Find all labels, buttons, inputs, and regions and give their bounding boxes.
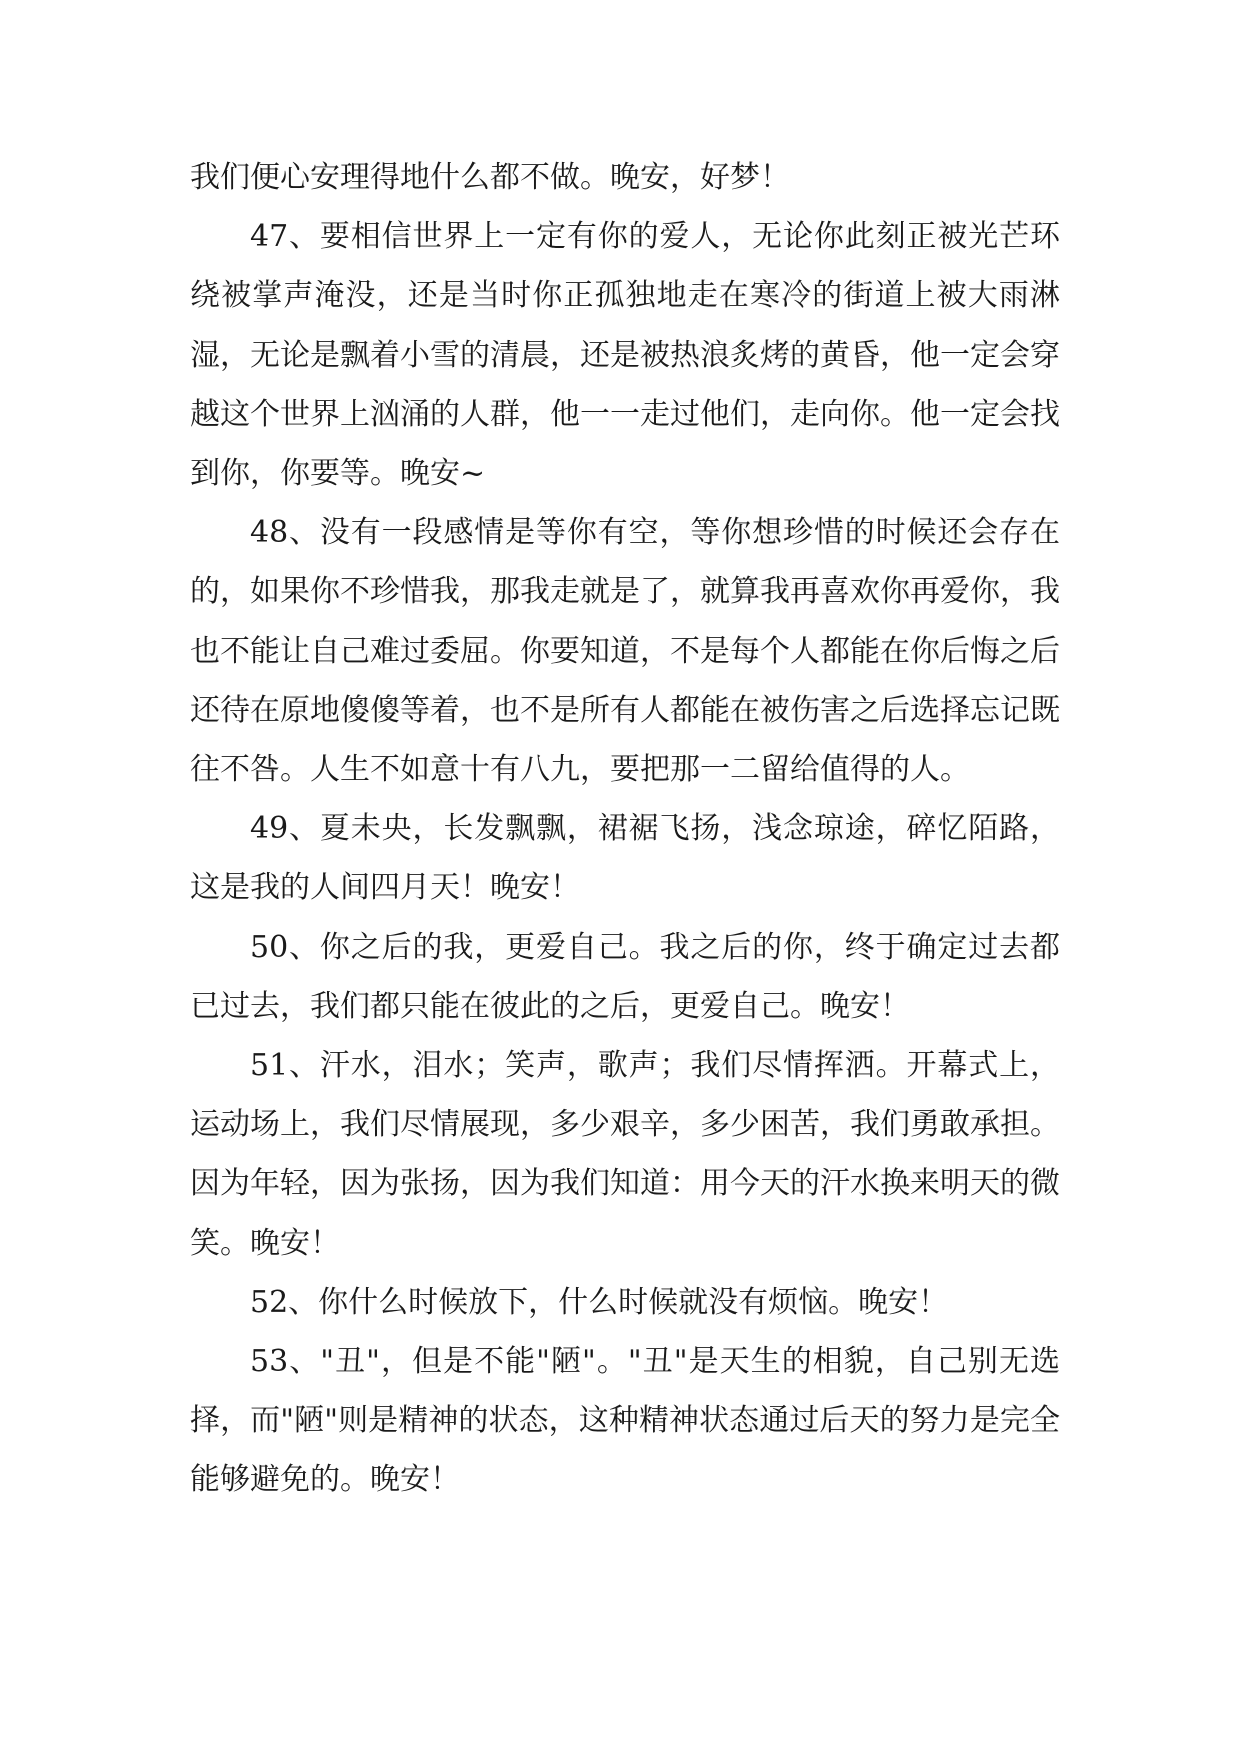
paragraph-46-continuation: 我们便心安理得地什么都不做。晚安，好梦！ <box>190 160 790 195</box>
paragraph-53: 53、"丑"，但是不能"陋"。"丑"是天生的相貌，自己别无选择，而"陋"则是精神的状态，这种精神状态通过后天的努力是完全能够避免的。晚安！ <box>190 1344 1060 1498</box>
paragraph-51: 51、汗水，泪水；笑声，歌声；我们尽情挥洒。开幕式上，运动场上，我们尽情展现，多少艰辛，多少困苦，我们勇敢承担。因为年轻，因为张扬，因为我们知道：用今天的汗水换来明天的微笑。晚安！ <box>190 1048 1060 1261</box>
paragraph-52: 52、你什么时候放下，什么时候就没有烦恼。晚安！ <box>250 1284 949 1320</box>
document-body <box>190 148 1060 1510</box>
paragraph-47: 47、要相信世界上一定有你的爱人，无论你此刻正被光芒环绕被掌声淹没，还是当时你正孤独地走在寒冷的街道上被大雨淋湿，无论是飘着小雪的清晨，还是被热浪炙烤的黄昏，他一定会穿越这个世界上汹涌的人群，他一一走过他们，走向你。他一定会找到你，你要等。晚安~ <box>190 219 1060 492</box>
paragraph-50: 50、你之后的我，更爱自己。我之后的你，终于确定过去都已过去，我们都只能在彼此的之后，更爱自己。晚安！ <box>190 929 1060 1024</box>
paragraph-48: 48、没有一段感情是等你有空，等你想珍惜的时候还会存在的，如果你不珍惜我，那我走就是了，就算我再喜欢你再爱你，我也不能让自己难过委屈。你要知道，不是每个人都能在你后悔之后还待在原地傻傻等着，也不是所有人都能在被伤害之后选择忘记既往不咎。人生不如意十有八九，要把那一二留给值得的人。 <box>190 515 1060 788</box>
paragraph-49: 49、夏未央，长发飘飘，裙裾飞扬，浅念琼途，碎忆陌路，这是我的人间四月天！晚安！ <box>190 811 1060 906</box>
